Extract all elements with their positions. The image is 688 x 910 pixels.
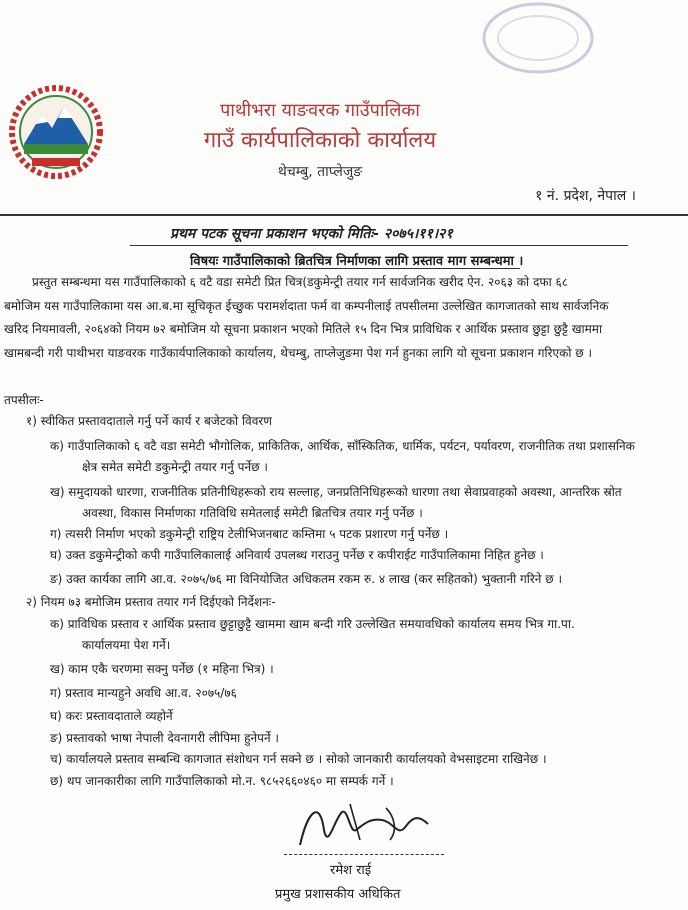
section1-item-cont: क्षेत्र समेत समेटी डकुमेन्ट्री तयार गर्नु पर्नेछ ।: [82, 460, 268, 474]
section2-item: क) प्राविधिक प्रस्ताव र आर्थिक प्रस्ताव छुट्टाछुट्टै खाममा खाम बन्दी गरि उल्लेखित समयावधिको कार्यालय समय भित्र गा.पा.: [50, 617, 575, 631]
publication-date: प्रथम पटक सूचना प्रकाशन भएको मितिः- २०७५।११।२१: [170, 226, 453, 242]
section2-item: च) कार्यालयले प्रस्ताव सम्बन्धि कागजात संशोधन गर्न सक्ने छ । सोको जानकारी कार्यालयको वेभसाइटमा राखिनेछ ।: [50, 752, 547, 766]
body-line: प्रस्तुत सम्बन्धमा यस गाउँपालिकाको ६ वटै वडा समेटी प्रित चित्र(डकुमेन्ट्री तयार गर्न सार्वजनिक खरीद ऐन. २०६३ को दफा ६८: [32, 275, 568, 289]
header-rule: [0, 214, 688, 216]
date-rule: [130, 245, 628, 246]
handwritten-signature-icon: [290, 790, 440, 860]
section1-item: घ) उक्त डकुमेन्ट्रीको कपी गाउँपालिकालाई अनिवार्य उपलब्ध गराउनु पर्नेछ र कपीराईट गाउँपालिकामा निहित हुनेछ ।: [50, 548, 544, 562]
section1-item: क) गाउँपालिकाको ६ वटै वडा समेटी भौगोलिक, प्राकितिक, आर्थिक, साँस्कितिक, धार्मिक, पर्यटन, पर्यावरण, राजनीतिक तथा प्रशासनिक: [50, 439, 635, 453]
section1-item: ग) त्यसरी निर्माण भएको डकुमेन्ट्री राष्ट्रिय टेलीभिजनबाट कम्तिमा ५ पटक प्रशारण गर्नु पर्नेछ ।: [50, 527, 449, 541]
office-location: थेचम्बु, ताप्लेजुङ: [277, 164, 363, 180]
section2-item: घ) करः प्रस्तावदाताले व्यहोर्ने: [50, 709, 173, 723]
tapasil-label: तपसीलः-: [4, 393, 44, 407]
signatory-title: प्रमुख प्रशासकीय अधिकित: [275, 887, 401, 902]
body-line: बमोजिम यस गाउँपालिकामा यस आ.ब.मा सूचिकृत ईच्छुक परामर्शदाता फर्म वा कम्पनीलाई तपसीलमा उल्लेखित कागजातको साथ सार्वजनिक: [4, 298, 609, 313]
section2-heading: २) नियम ७३ बमोजिम प्रस्ताव तयार गर्न दिईएको निर्देशनः-: [26, 595, 276, 609]
municipality-name: पाथीभरा याङवरक गाउँपालिका: [220, 100, 420, 121]
section2-item: छ) थप जानकारीका लागि गाउँपालिकाको मो.न. ९८५२६६०४६० मा सम्पर्क गर्ने ।: [50, 774, 394, 788]
section2-item: ङ) प्रस्तावको भाषा नेपाली देवनागरी लीपिमा हुनेपर्ने ।: [50, 731, 279, 745]
body-line: खामबन्दी गरी पाथीभरा याङवरक गाउँकार्यपालिकाको कार्यालय, थेचम्बु, ताप्लेजुङमा पेश गर्न हुनका लागि यो सूचना प्रकाशन गरिएको छ ।: [4, 345, 593, 360]
office-name: गाउँ कार्यपालिकाको कार्यालय: [203, 128, 437, 153]
notice-body: [4, 271, 688, 365]
section2-item: ग) प्रस्ताव मान्यहुने अवधि आ.व. २०७५/७६: [50, 686, 237, 700]
province-line: १ नं. प्रदेश, नेपाल ।: [535, 188, 636, 204]
signature-line: [284, 854, 444, 855]
subject-underline: [190, 268, 520, 269]
signatory-name: रमेश राई: [330, 863, 372, 878]
body-line: खरिद नियमावली, २०६४को नियम ७२ बमोजिम यो सूचना प्रकाशन भएको मितिले १५ दिन भित्र प्राविधिक र आर्थिक प्रस्ताव छुट्टा छुट्टै खाममा: [4, 322, 603, 336]
section2-item-cont: कार्यालयमा पेश गर्ने।: [82, 638, 171, 652]
municipality-emblem-icon: [2, 84, 110, 180]
office-stamp-icon: [478, 0, 598, 80]
section1-item-cont: अवस्था, विकास निर्माणका गतिविधि समेतलाई समेटी ब्रितचित्र तयार गर्नु पर्नेछ ।: [82, 506, 423, 520]
section1-heading: १) स्वीकित प्रस्तावदाताले गर्नु पर्ने कार्य र बजेटको विवरण: [26, 414, 272, 428]
section1-item: ख) समुदायको धारणा, राजनीतिक प्रतिनीधिहरूको राय सल्लाह, जनप्रतिनिधिहरूको धारणा तथा सेवाप्रवाहको अवस्था, आन्तरिक स्रोत: [50, 485, 622, 499]
section1-item: ङ) उक्त कार्यका लागि आ.व. २०७५/७६ मा विनियोजित अधिकतम रकम रु. ४ लाख (कर सहितको) भुक्तानी गरिने छ ।: [50, 572, 563, 586]
notice-subject: विषयः गाउँपालिकाको ब्रितचित्र निर्माणका लागि प्रस्ताव माग सम्बन्धमा ।: [190, 254, 524, 269]
section2-item: ख) काम एकै चरणमा सक्नु पर्नेछ (१ महिना भित्र) ।: [50, 662, 274, 676]
